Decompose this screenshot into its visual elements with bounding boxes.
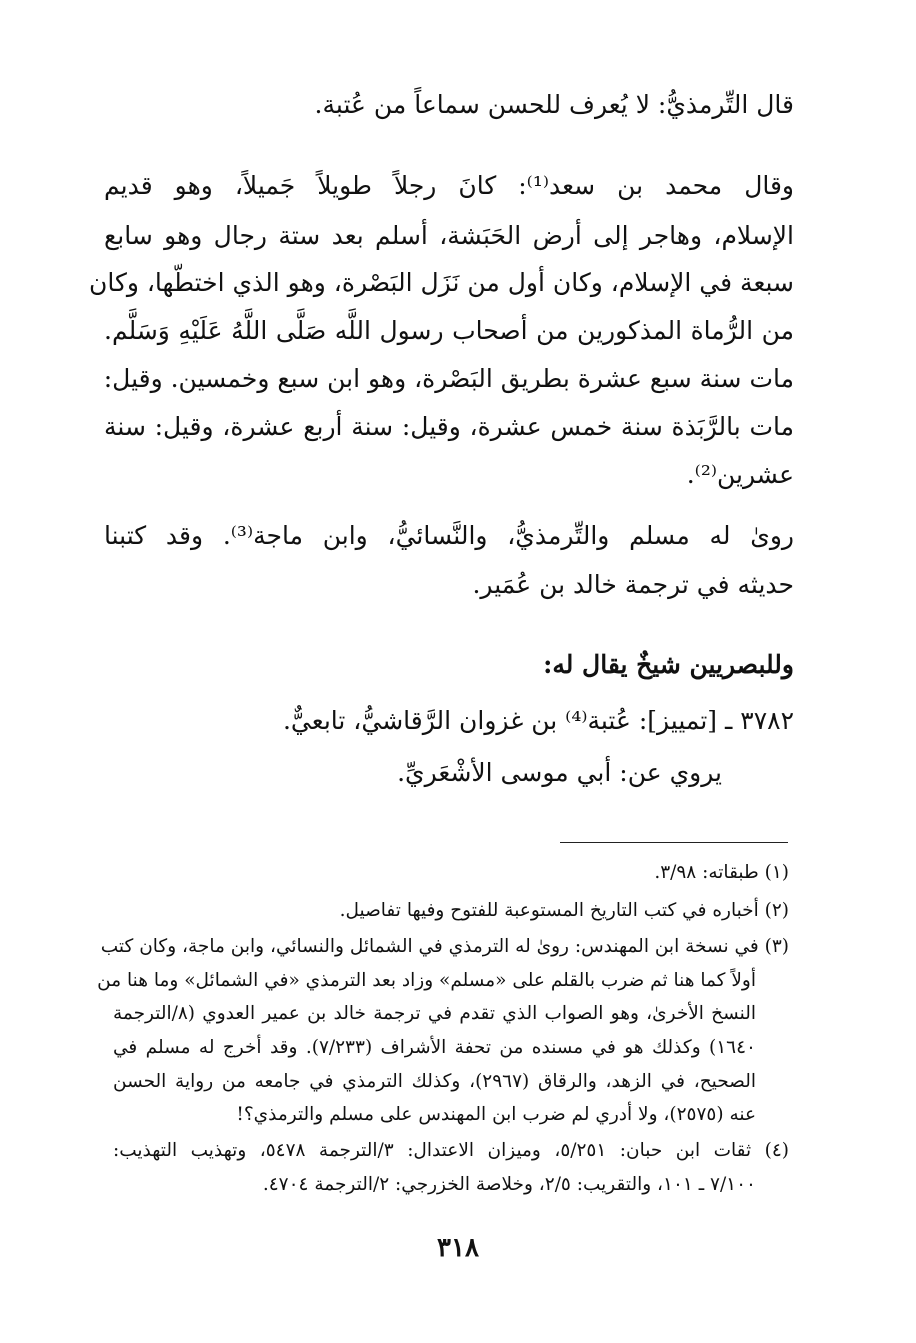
text-line: قال التِّرمذيُّ: لا يُعرف للحسن سماعاً من عُتبة.	[314, 90, 794, 119]
footnote: الصحيح، في الزهد، والرقاق (٢٩٦٧)، وكذلك الترمذي في جامعه من رواية الحسن	[113, 1071, 756, 1092]
text-line: عشرين⁽²⁾.	[686, 460, 794, 489]
text-line: حديثه في ترجمة خالد بن عُمَير.	[472, 570, 794, 599]
footnote: النسخ الأخرىٰ، وهو الصواب الذي تقدم في ترجمة خالد بن عمير العدوي (٨/الترجمة	[113, 1003, 756, 1024]
footnote: (٤) ثقات ابن حبان: ٥/٢٥١، وميزان الاعتدال: ٣/الترجمة ٥٤٧٨، وتهذيب التهذيب:	[113, 1140, 789, 1161]
footnote: (٣) في نسخة ابن المهندس: روىٰ له الترمذي في الشمائل والنسائي، وابن ماجة، وكان كتب	[100, 936, 789, 957]
text-line: سبعة في الإسلام، وكان أول من نَزَل البَصْرة، وهو الذي اختطّها، وكان	[88, 268, 794, 297]
footnote: ١٦٤٠) وكذلك هو في مسنده من تحفة الأشراف (٧/٢٣٣). وقد أخرج له مسلم في	[113, 1037, 756, 1058]
text-line: الإسلام، وهاجر إلى أرض الحَبَشة، أسلم بعد ستة رجال وهو سابع	[104, 221, 794, 250]
footnote: (١) طبقاته: ٣/٩٨.	[654, 862, 789, 883]
footnote: ٧/١٠٠ ـ ١٠١، والتقريب: ٢/٥، وخلاصة الخزرجي: ٢/الترجمة ٤٧٠٤.	[262, 1174, 756, 1195]
entry-line: يروي عن: أبي موسى الأشْعَريِّ.	[397, 758, 722, 787]
footnote: (٢) أخباره في كتب التاريخ المستوعبة للفتوح وفيها تفاصيل.	[339, 900, 789, 921]
entry-heading: ٣٧٨٢ ـ [تمييز]: عُتبة⁽⁴⁾ بن غزوان الرَّقاشيُّ، تابعيٌّ.	[282, 706, 794, 735]
text-line: مات بالرَّبَذة سنة خمس عشرة، وقيل: سنة أربع عشرة، وقيل: سنة	[104, 412, 794, 441]
text-line: مات سنة سبع عشرة بطريق البَصْرة، وهو ابن سبع وخمسين. وقيل:	[103, 364, 794, 393]
footnote: أولاً كما هنا ثم ضرب بالقلم على «مسلم» وزاد بعد الترمذي «في الشمائل» وما هنا من	[97, 970, 756, 991]
section-heading: وللبصريين شيخٌ يقال له:	[543, 650, 794, 679]
text-line: روىٰ له مسلم والتِّرمذيُّ، والنَّسائيُّ، وابن ماجة⁽³⁾. وقد كتبنا	[104, 521, 794, 550]
text-line: وقال محمد بن سعد⁽¹⁾: كانَ رجلاً طويلاً جَميلاً، وهو قديم	[104, 171, 794, 200]
footnote-separator	[560, 842, 788, 843]
footnote: عنه (٢٥٧٥)، ولا أدري لم ضرب ابن المهندس على مسلم والترمذي؟!	[236, 1104, 756, 1125]
text-line: من الرُّماة المذكورين من أصحاب رسول اللَّه صَلَّى اللَّهُ عَلَيْهِ وَسَلَّم.	[104, 316, 794, 345]
page-number: ٣١٨	[437, 1233, 479, 1263]
